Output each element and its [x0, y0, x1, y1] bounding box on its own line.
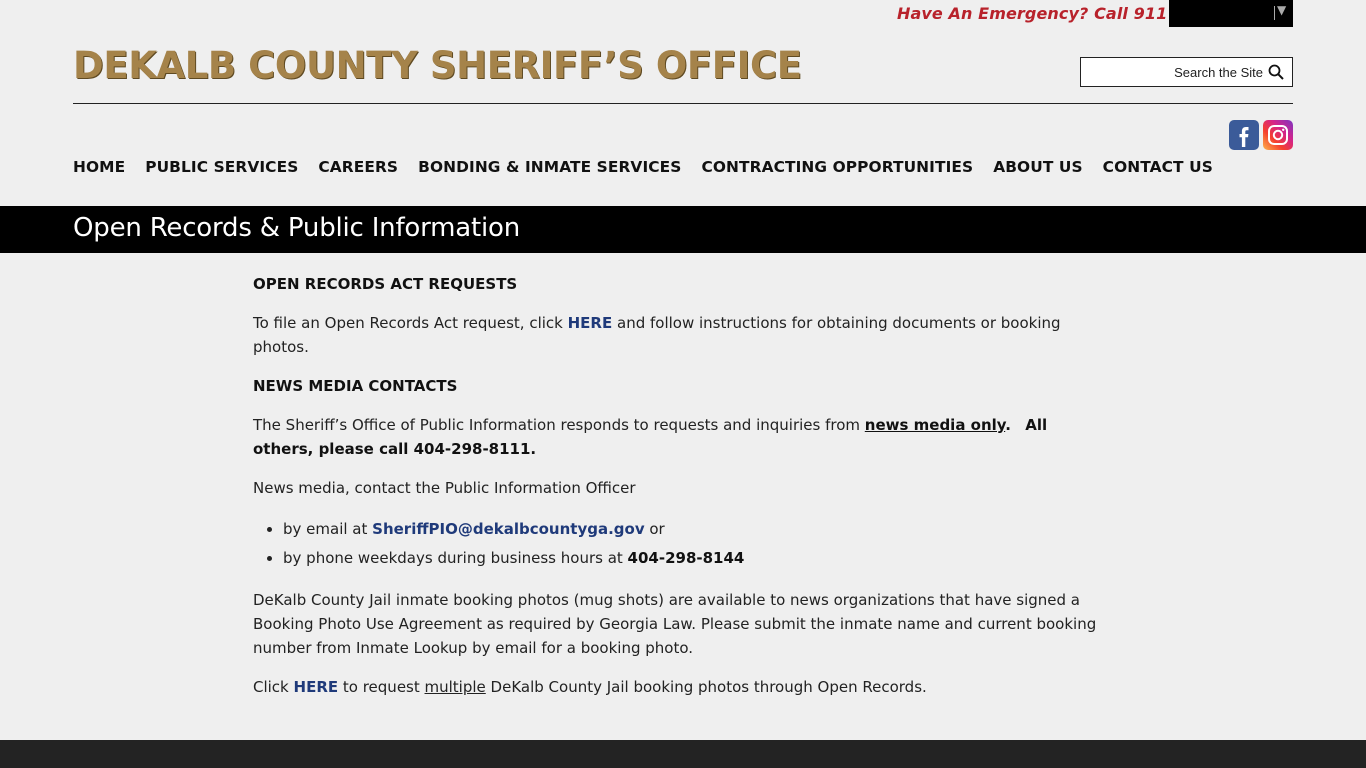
search-icon[interactable]: [1268, 64, 1284, 80]
multiple-underlined: multiple: [424, 678, 486, 696]
search-box[interactable]: [1080, 57, 1293, 87]
booking-photos-paragraph: DeKalb County Jail inmate booking photos (mug shots) are available to news organizations that have signed a Booking Photo Use Agreement as required by Georgia Law. Please submit the inmate name and current booking number from Inmate Lookup by email for a booking photo.: [253, 591, 1097, 657]
pio-phone: 404-298-8144: [627, 549, 745, 567]
nav-home[interactable]: HOME: [73, 158, 126, 176]
select-divider: [1274, 6, 1275, 20]
page-title-banner: [0, 206, 1366, 253]
nav-bonding-inmate-services[interactable]: BONDING & INMATE SERVICES: [418, 158, 682, 176]
news-media-heading: NEWS MEDIA CONTACTS: [253, 377, 458, 395]
nav-contact-us[interactable]: CONTACT US: [1102, 158, 1213, 176]
p1-text-before: To file an Open Records Act request, click: [253, 314, 568, 332]
list-item-phone: [283, 544, 1103, 573]
search-input[interactable]: [1081, 58, 1263, 86]
nav-contracting-opportunities[interactable]: CONTRACTING OPPORTUNITIES: [701, 158, 974, 176]
p2-text-before: The Sheriff’s Office of Public Information responds to requests and inquiries from: [253, 416, 865, 434]
emergency-notice: Have An Emergency? Call 911: [897, 4, 1168, 23]
all-others-call-text: All others, please call 404-298-8111.: [253, 416, 1048, 458]
p5-after: DeKalb County Jail booking photos through Open Records.: [485, 678, 927, 696]
header-divider: [73, 103, 1293, 104]
multiple-photos-here-link[interactable]: HERE: [293, 678, 339, 696]
nav-public-services[interactable]: PUBLIC SERVICES: [145, 158, 299, 176]
pio-email-link[interactable]: SheriffPIO@dekalbcountyga.gov: [372, 520, 645, 538]
pio-contact-list: [253, 515, 1103, 573]
p5-mid: to request: [338, 678, 425, 696]
p1-text-after: and follow instructions for obtaining documents or booking photos.: [253, 314, 1061, 356]
nav-careers[interactable]: CAREERS: [318, 158, 399, 176]
pio-intro: News media, contact the Public Information Officer: [253, 479, 636, 497]
news-media-only-link[interactable]: news media only: [864, 416, 1006, 434]
main-content: [253, 272, 1103, 714]
footer: [0, 740, 1366, 768]
news-media-paragraph: [253, 413, 1103, 461]
open-records-paragraph: [253, 311, 1103, 359]
open-records-heading: OPEN RECORDS ACT REQUESTS: [253, 275, 518, 293]
li1-after: or: [644, 520, 665, 538]
chevron-down-icon: ▼: [1277, 3, 1287, 17]
nav-about-us[interactable]: ABOUT US: [993, 158, 1083, 176]
p5-before: Click: [253, 678, 294, 696]
instagram-icon[interactable]: [1263, 120, 1293, 150]
language-select[interactable]: [1169, 0, 1293, 27]
multiple-photos-paragraph: [253, 675, 1103, 699]
list-item-email: [283, 515, 1103, 544]
main-nav: [73, 158, 1233, 176]
li2-before: by phone weekdays during business hours at: [283, 549, 628, 567]
facebook-icon[interactable]: [1229, 120, 1259, 150]
open-records-here-link[interactable]: HERE: [567, 314, 613, 332]
li1-before: by email at: [283, 520, 373, 538]
p2-period: .: [1005, 416, 1011, 434]
page-title: Open Records & Public Information: [73, 213, 521, 243]
site-title[interactable]: DEKALB COUNTY SHERIFF’S OFFICE: [73, 44, 802, 87]
